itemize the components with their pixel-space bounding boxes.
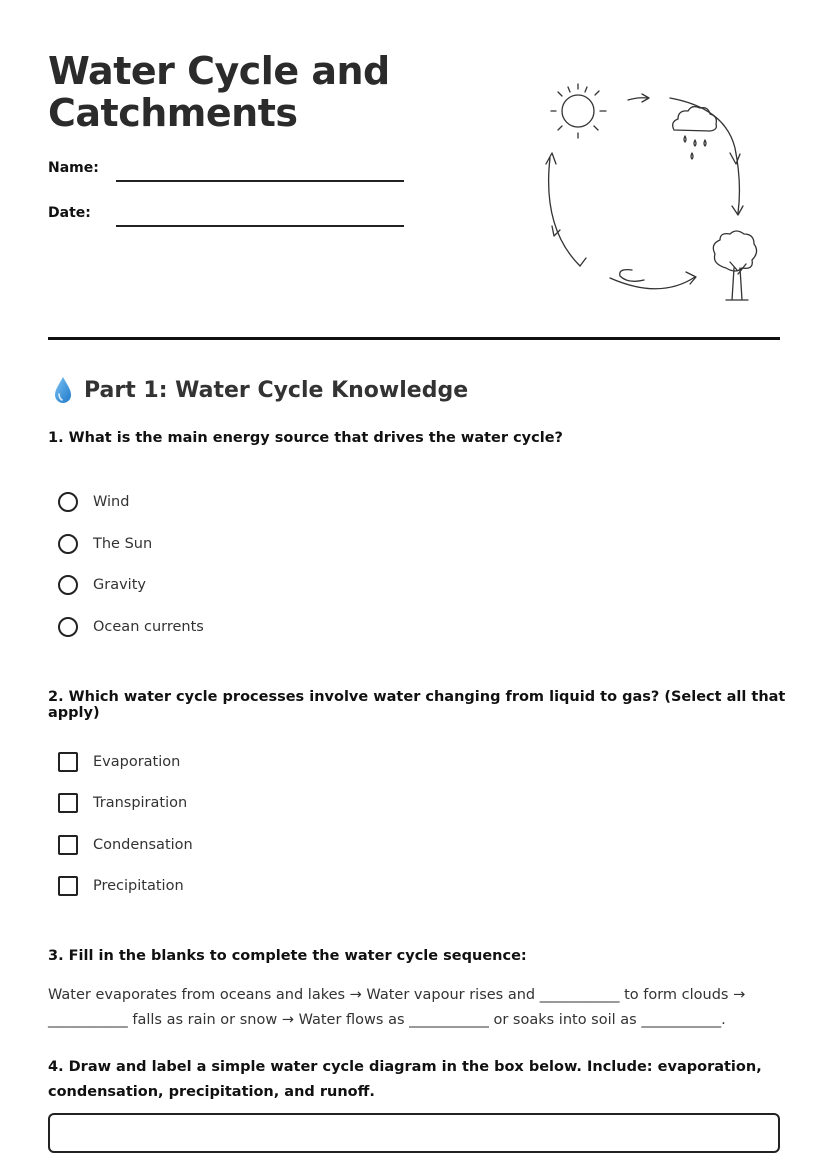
- q2-option-3[interactable]: [58, 835, 193, 855]
- date-field[interactable]: [116, 225, 404, 227]
- option-label: Transpiration: [93, 795, 188, 811]
- section-divider: [48, 337, 780, 340]
- tree-icon: [713, 231, 756, 300]
- checkbox[interactable]: [58, 835, 78, 855]
- checkbox[interactable]: [58, 793, 78, 813]
- cloud-icon: [673, 107, 717, 131]
- name-label: Name:: [48, 160, 99, 176]
- radio-button[interactable]: [58, 575, 78, 595]
- q2-option-1[interactable]: [58, 752, 180, 772]
- date-label: Date:: [48, 205, 91, 221]
- q3-fill-in-text[interactable]: [48, 983, 768, 1033]
- q4-line-1: 4. Draw and label a simple water cycle diagram in the box below. Include: evaporation,: [48, 1059, 762, 1075]
- sun-icon: [551, 84, 606, 138]
- option-label: Condensation: [93, 837, 193, 853]
- drawing-box[interactable]: [48, 1113, 780, 1153]
- question-1: 1. What is the main energy source that drives the water cycle?: [48, 430, 563, 446]
- option-label: Gravity: [93, 577, 146, 593]
- option-label: Precipitation: [93, 878, 184, 894]
- arrow-icon: [670, 98, 739, 213]
- title-line-2: Catchments: [48, 91, 298, 135]
- q3-line-2: ___________ falls as rain or snow → Water flows as ___________ or soaks into soil as ___________.: [48, 1012, 726, 1028]
- water-cycle-illustration: [540, 78, 770, 310]
- q1-option-4[interactable]: [58, 617, 204, 637]
- arrow-icon: [549, 158, 580, 266]
- option-label: The Sun: [93, 536, 153, 552]
- question-2: 2. Which water cycle processes involve water changing from liquid to gas? (Select all that apply): [48, 689, 786, 721]
- water-drop-icon: [52, 376, 74, 404]
- q1-option-1[interactable]: [58, 492, 129, 512]
- part-1-heading-text: Part 1: Water Cycle Knowledge: [84, 377, 469, 403]
- radio-button[interactable]: [58, 492, 78, 512]
- rain-drops-icon: [684, 136, 706, 159]
- q1-option-2[interactable]: [58, 534, 152, 554]
- checkbox[interactable]: [58, 876, 78, 896]
- q3-line-1: Water evaporates from oceans and lakes → Water vapour rises and ___________ to form clouds →: [48, 987, 746, 1003]
- q1-option-3[interactable]: [58, 575, 146, 595]
- q4-line-2: condensation, precipitation, and runoff.: [48, 1084, 375, 1100]
- question-3: 3. Fill in the blanks to complete the water cycle sequence:: [48, 948, 527, 964]
- option-label: Evaporation: [93, 754, 181, 770]
- radio-button[interactable]: [58, 617, 78, 637]
- part-1-heading: [52, 376, 468, 404]
- option-label: Wind: [93, 494, 130, 510]
- name-field[interactable]: [116, 180, 404, 182]
- checkbox[interactable]: [58, 752, 78, 772]
- radio-button[interactable]: [58, 534, 78, 554]
- q2-option-2[interactable]: [58, 793, 187, 813]
- question-4: [48, 1055, 762, 1105]
- q2-option-4[interactable]: [58, 876, 184, 896]
- option-label: Ocean currents: [93, 619, 204, 635]
- page-title: [48, 50, 408, 134]
- title-line-1: Water Cycle and: [48, 49, 390, 93]
